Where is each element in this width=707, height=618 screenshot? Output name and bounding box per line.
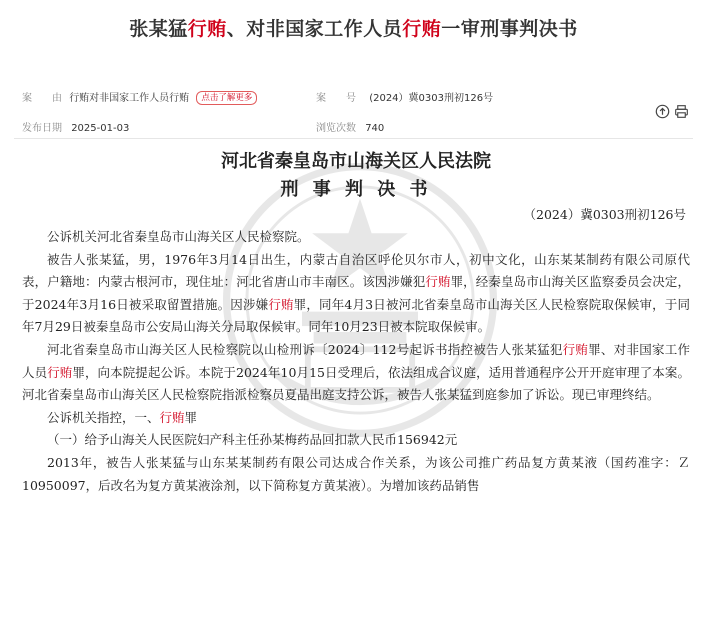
document-case-number: （2024）冀0303刑初126号: [523, 207, 686, 222]
highlighted-keyword: 行贿: [268, 296, 294, 312]
case-cause-value: 行贿对非国家工作人员行贿: [69, 93, 190, 104]
share-icon[interactable]: [655, 104, 670, 119]
judgment-paragraph: [22, 407, 690, 430]
paragraph-text: 河北省秦皇岛市山海关区人民检察院以山检刑诉〔2024〕112号起诉书指控被告人张某猛犯: [47, 341, 563, 357]
paragraph-text: 2013年，被告人张某猛与山东某某制药有限公司达成合作关系，为该公司推广药品复方黄某液（国药准字：Ｚ10950097，后改名为复方黄某液涂剂，以下简称复方黄某液）。为增加该药品销售: [22, 454, 690, 493]
publish-date: [22, 119, 129, 134]
judgment-paragraph: [22, 452, 690, 497]
toolbar: [655, 104, 689, 119]
document-kind: 刑 事 判 决 书: [280, 179, 432, 200]
title-keyword: 行贿: [402, 18, 442, 40]
title-part: 一审刑事判决书: [441, 18, 578, 40]
highlighted-keyword: 行贿: [425, 274, 451, 290]
title-part: 、对非国家工作人员: [226, 18, 403, 40]
case-number: [316, 89, 493, 104]
case-cause-label: 案 由: [22, 93, 62, 104]
court-name: 河北省秦皇岛市山海关区人民法院: [221, 151, 491, 172]
paragraph-text: 罪，同年4月3日被河北省秦皇岛市山海关区人民检察院取保候审，于同年7月29日被秦皇岛市公安局山海关分局取保候审。同年10月23日被本院取保候审。: [22, 296, 690, 335]
highlighted-keyword: 行贿: [562, 341, 589, 357]
title-keyword: 行贿: [187, 18, 227, 40]
judgment-paragraphs: [22, 226, 690, 497]
view-count: [316, 119, 384, 134]
case-cause: [22, 89, 257, 105]
judgment-paragraph: [22, 429, 690, 452]
publish-date-value: 2025-01-03: [71, 123, 130, 134]
case-number-value: (2024）冀0303刑初126号: [369, 93, 494, 104]
learn-more-link[interactable]: 点击了解更多: [196, 91, 257, 105]
print-icon[interactable]: [674, 104, 689, 119]
paragraph-text: 罪、对非国家工作人员: [22, 341, 690, 380]
paragraph-text: 公诉机关指控，一、: [47, 409, 160, 425]
judgment-paragraph: [22, 226, 690, 249]
highlighted-keyword: 行贿: [47, 364, 73, 380]
judgment-paragraph: [22, 339, 690, 407]
meta-divider: [14, 138, 693, 139]
publish-date-label: 发布日期: [22, 123, 62, 134]
title-part: 张某猛: [129, 18, 188, 40]
document-body: [22, 148, 690, 497]
paragraph-text: 罪，经秦皇岛市山海关区监察委员会决定，于2024年3月16日被采取留置措施。因涉嫌: [22, 274, 690, 312]
view-count-label: 浏览次数: [316, 123, 356, 134]
case-number-label: 案 号: [316, 93, 356, 104]
document-title: [0, 14, 707, 41]
paragraph-text: 公诉机关河北省秦皇岛市山海关区人民检察院。: [47, 229, 310, 244]
view-count-value: 740: [365, 123, 385, 134]
judgment-paragraph: [22, 249, 690, 339]
paragraph-text: （一）给予山海关人民医院妇产科主任孙某梅药品回扣款人民币156942元: [47, 432, 458, 448]
paragraph-text: 被告人张某猛，男，1976年3月14日出生，内蒙古自治区呼伦贝尔市人，初中文化，山东某某制药有限公司原代表，户籍地：内蒙古根河市，现住址：河北省唐山市丰南区。该因涉嫌犯: [22, 251, 690, 290]
paragraph-text: 罪，向本院提起公诉。本院于2024年10月15日受理后，依法组成合议庭，适用普通程序公开开庭审理了本案。河北省秦皇岛市山海关区人民检察院指派检察员夏晶出庭支持公诉，被告人张某猛到庭参加了诉讼。现已审理终结。: [22, 364, 690, 403]
paragraph-text: 罪: [184, 409, 198, 425]
highlighted-keyword: 行贿: [159, 409, 185, 425]
